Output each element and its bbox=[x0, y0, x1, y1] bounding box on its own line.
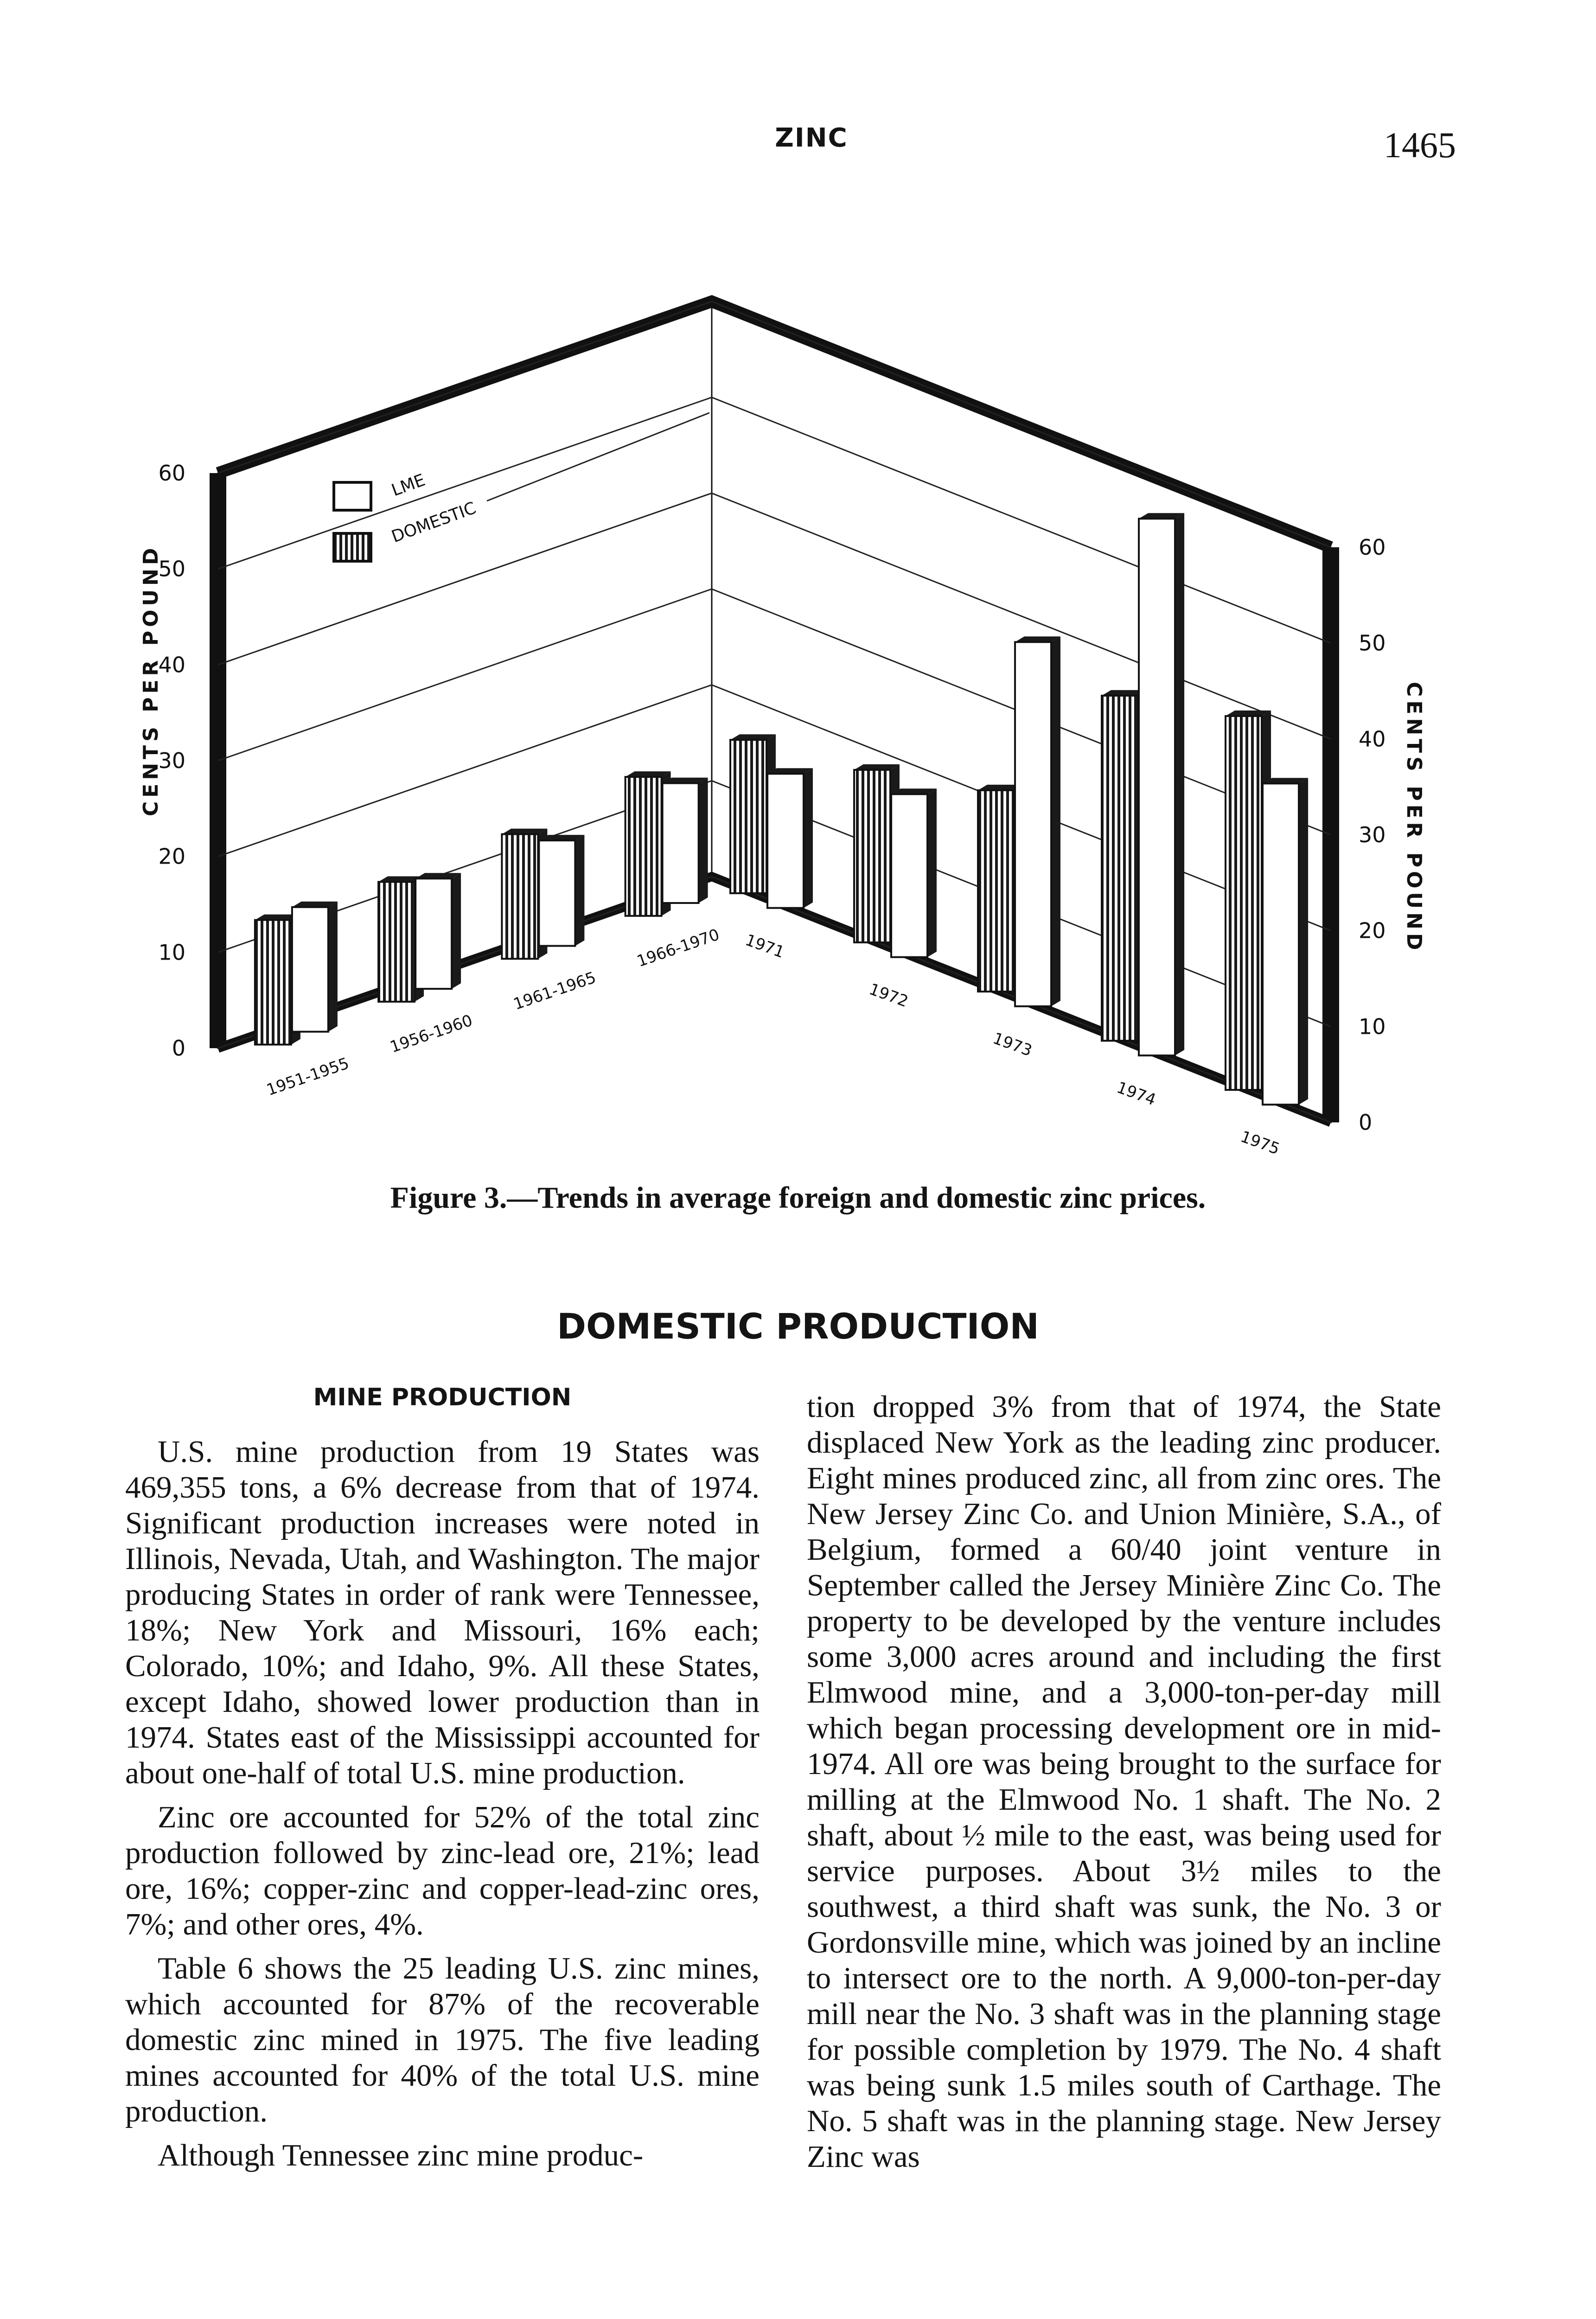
bar-lme-side bbox=[804, 768, 813, 908]
tick-label-left: 50 bbox=[158, 556, 185, 582]
tick-label-right: 0 bbox=[1359, 1110, 1373, 1135]
bar-lme-side bbox=[328, 902, 338, 1032]
bar-lme-side bbox=[699, 778, 708, 903]
legend-label-domestic: DOMESTIC bbox=[389, 498, 479, 547]
category-label: 1975 bbox=[1238, 1127, 1283, 1159]
axis-title-left: CENTS PER POUND bbox=[139, 544, 163, 816]
paragraph: U.S. mine production from 19 States was 469,355 tons, a 6% decrease from that of 1974. Significant production increases were noted in Illinois, Nevada, Utah, and Washington. The major producing States in order of rank were Tennessee, 18%; New York and Missouri, 16% each; Colorado, 10%; and Idaho, 9%. All these States, except Idaho, showed lower production than in 1974. States east of the Mississippi accounted for about one-half of total U.S. mine production. bbox=[125, 1435, 760, 1790]
paragraph: Table 6 shows the 25 leading U.S. zinc mines, which accounted for 87% of the recoverable domestic zinc mined in 1975. The five leading mines accounted for 40% of the total U.S. mine production. bbox=[125, 1951, 760, 2128]
bar-lme bbox=[539, 840, 575, 946]
bar-domestic bbox=[1226, 716, 1262, 1090]
paragraph: Although Tennessee zinc mine produc- bbox=[158, 2138, 644, 2172]
bar-domestic bbox=[1102, 696, 1138, 1041]
bar-lme bbox=[415, 878, 452, 989]
tick-label-right: 40 bbox=[1359, 726, 1386, 752]
bar-domestic bbox=[378, 882, 415, 1001]
category-label: 1966-1970 bbox=[634, 925, 722, 971]
tick-label-left: 60 bbox=[158, 461, 185, 486]
bar-domestic bbox=[854, 770, 890, 942]
bar-lme bbox=[891, 794, 927, 957]
bar-lme-side bbox=[1051, 636, 1060, 1006]
bar-lme-side bbox=[575, 835, 584, 946]
subhead-mine-production: MINE PRODUCTION bbox=[313, 1384, 572, 1411]
bar-lme bbox=[1015, 642, 1051, 1006]
paragraph: tion dropped 3% from that of 1974, the State displaced New York as the leading zinc producer. Eight mines produced zinc, all from zinc ores. The New Jersey Zinc Co. and Union Minière, S.A., of Belgium, formed a 60/40 joint venture in September called the Jersey Minière Zinc Co. The property to be developed by the venture includes some 3,000 acres around and including the first Elmwood mine, and a 3,000-ton-per-day mill which began processing development ore in mid-1974. All ore was being brought to the surface for milling at the Elmwood No. 1 shaft. The No. 2 shaft, about ½ mile to the east, was being used for service purposes. About 3½ miles to the southwest, a third shaft was sunk, the No. 3 or Gordonsville mine, which was joined by an incline to intersect ore to the north. A 9,000-ton-per-day mill near the No. 3 shaft was in the planning stage for possible completion by 1979. The No. 4 shaft was being sunk 1.5 miles south of Carthage. The No. 5 shaft was in the planning stage. New Jersey Zinc was bbox=[807, 1390, 1441, 2174]
tick-label-left: 40 bbox=[158, 652, 185, 678]
chart-svg bbox=[116, 232, 1484, 1169]
axis-title-right: CENTS PER POUND bbox=[1402, 682, 1426, 954]
bar-domestic bbox=[626, 777, 662, 916]
bar-lme bbox=[292, 907, 328, 1032]
category-label: 1973 bbox=[990, 1029, 1034, 1060]
bar-lme bbox=[1139, 519, 1175, 1055]
legend-swatch-domestic bbox=[334, 533, 371, 561]
bar-lme bbox=[767, 774, 804, 908]
tick-label-left: 0 bbox=[172, 1036, 185, 1061]
bar-domestic bbox=[978, 790, 1014, 992]
bar-domestic bbox=[255, 920, 291, 1045]
figure-caption: Figure 3.—Trends in average foreign and domestic zinc prices. bbox=[390, 1181, 1206, 1215]
tick-label-right: 10 bbox=[1359, 1014, 1386, 1039]
tick-label-right: 30 bbox=[1359, 822, 1386, 847]
category-label: 1961-1965 bbox=[511, 968, 599, 1014]
section-title: DOMESTIC PRODUCTION bbox=[556, 1306, 1040, 1347]
bar-lme-side bbox=[1175, 513, 1184, 1055]
bar-lme bbox=[1263, 783, 1299, 1104]
category-label: 1972 bbox=[866, 980, 911, 1011]
bar-lme-side bbox=[1299, 778, 1308, 1104]
figure-3-chart bbox=[116, 232, 1484, 1169]
tick-label-left: 20 bbox=[158, 844, 185, 869]
category-label: 1956-1960 bbox=[388, 1011, 475, 1057]
tick-label-left: 30 bbox=[158, 748, 185, 773]
paragraph: Zinc ore accounted for 52% of the total zinc production followed by zinc-lead ore, 21%; lead ore, 16%; copper-zinc and copper-lead-zinc ores, 7%; and other ores, 4%. bbox=[125, 1800, 760, 1941]
running-head: ZINC bbox=[775, 123, 848, 153]
legend-swatch-lme bbox=[334, 482, 371, 510]
page-number: 1465 bbox=[1384, 125, 1456, 165]
category-label: 1974 bbox=[1114, 1078, 1159, 1109]
bar-lme-side bbox=[452, 873, 461, 989]
tick-label-right: 60 bbox=[1359, 535, 1386, 560]
bar-lme-side bbox=[927, 788, 937, 957]
bar-domestic bbox=[730, 740, 766, 893]
bar-domestic bbox=[502, 834, 538, 959]
tick-label-right: 50 bbox=[1359, 630, 1386, 656]
tick-label-right: 20 bbox=[1359, 918, 1386, 943]
bar-lme bbox=[663, 783, 699, 903]
legend-label-lme: LME bbox=[389, 470, 428, 500]
tick-label-left: 10 bbox=[158, 940, 185, 965]
right-column bbox=[807, 1389, 1441, 2183]
category-label: 1951-1955 bbox=[264, 1054, 352, 1100]
left-column bbox=[125, 1380, 760, 2182]
category-label: 1971 bbox=[742, 930, 787, 962]
